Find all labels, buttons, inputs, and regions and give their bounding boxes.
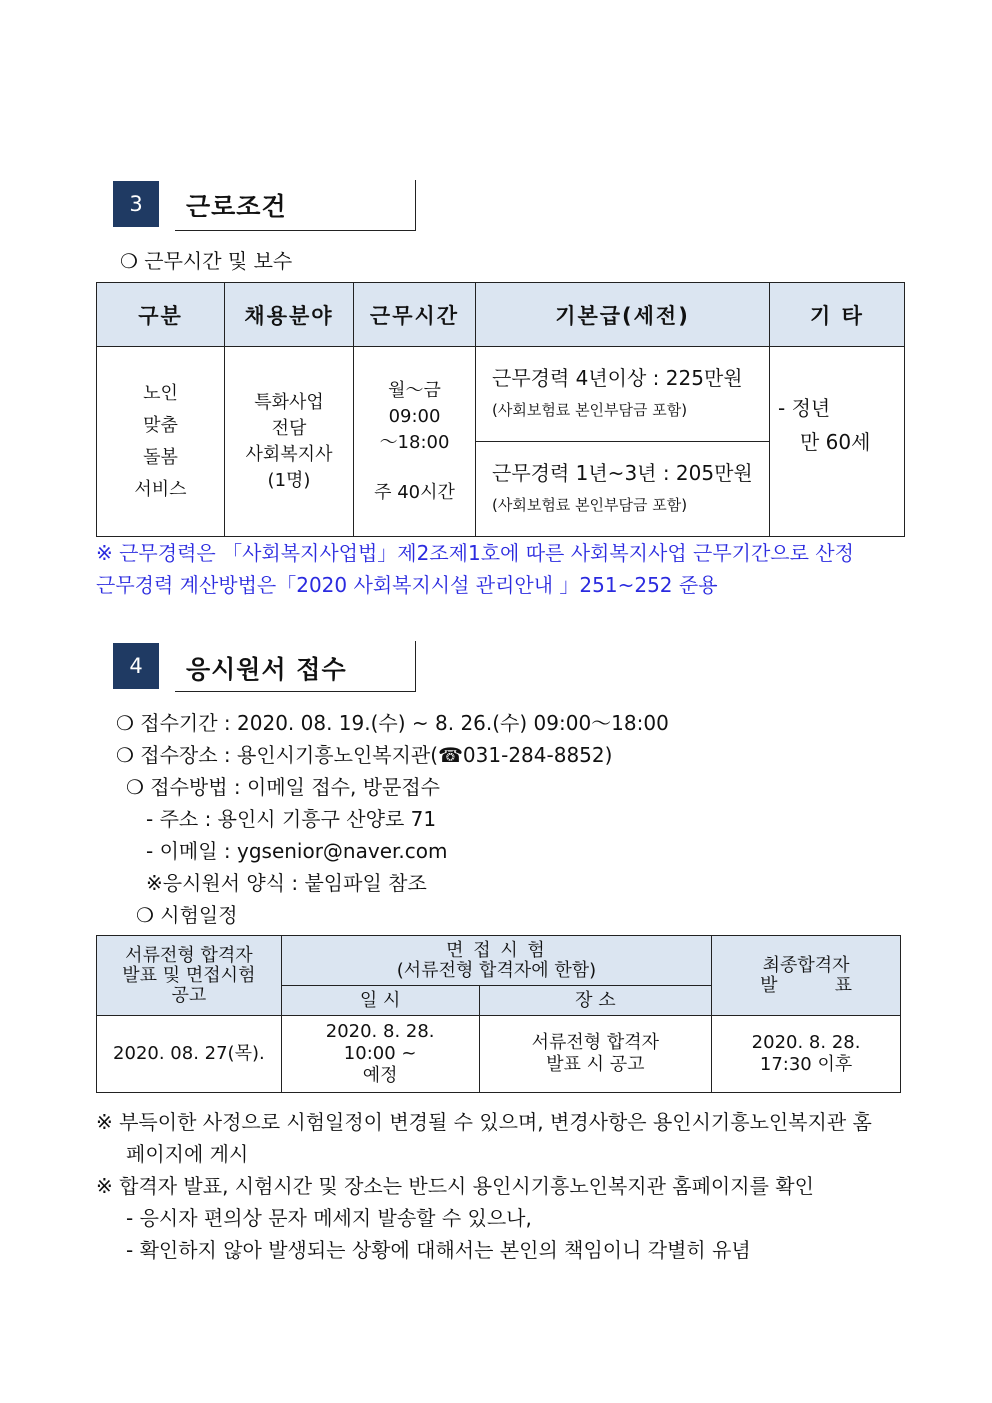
section4-number: 4	[113, 643, 159, 689]
notice-2-sub-1: - 응시자 편의상 문자 메세지 발송할 수 있으나,	[126, 1206, 532, 1230]
application-period: ❍ 접수기간 : 2020. 08. 19.(수) ~ 8. 26.(수) 09:00～18:00	[116, 711, 669, 735]
application-email: - 이메일 : ygsenior@naver.com	[146, 839, 448, 863]
application-place: ❍ 접수장소 : 용인시기흥노인복지관(☎031-284-8852)	[116, 743, 613, 767]
header-interview-date: 일 시	[281, 986, 479, 1016]
notice-1-cont: 페이지에 게시	[126, 1142, 249, 1166]
notice-2: ※ 합격자 발표, 시험시간 및 장소는 반드시 용인시기흥노인복지관 홈페이지를 확인	[96, 1174, 814, 1198]
section3-number: 3	[113, 181, 159, 227]
header-interview-place: 장 소	[479, 986, 712, 1016]
working-conditions-table	[96, 282, 905, 537]
section4-title: 응시원서 접수	[186, 655, 347, 684]
notice-2-sub-2: - 확인하지 않아 발생되는 상황에 대해서는 본인의 책임이니 각별히 유념	[126, 1238, 751, 1262]
header-announcement: 서류전형 합격자 발표 및 면접시험 공고	[97, 936, 282, 1016]
section3-subheading: ❍ 근무시간 및 보수	[120, 249, 293, 273]
header-etc: 기 타	[770, 283, 905, 347]
cell-hours: 월～금 09:00 ～18:00 주 40시간	[354, 347, 476, 537]
exam-schedule-heading: ❍ 시험일정	[136, 903, 238, 927]
cell-final-result: 2020. 8. 28. 17:30 이후	[712, 1016, 901, 1093]
cell-etc: - 정년 만 60세	[770, 347, 905, 537]
section3-note-2: 근무경력 계산방법은「2020 사회복지시설 관리안내 」251~252 준용	[96, 573, 718, 597]
header-category: 구분	[97, 283, 225, 347]
cell-interview-place: 서류전형 합격자 발표 시 공고	[479, 1016, 712, 1093]
header-hours: 근무시간	[354, 283, 476, 347]
application-address: - 주소 : 용인시 기흥구 산양로 71	[146, 807, 437, 831]
cell-announcement-date: 2020. 08. 27(목).	[97, 1016, 282, 1093]
cell-field: 특화사업 전담 사회복지사 (1명)	[225, 347, 354, 537]
header-field: 채용분야	[225, 283, 354, 347]
section3-title: 근로조건	[186, 192, 287, 221]
application-form-note: ※응시원서 양식 : 붙임파일 참조	[146, 871, 427, 895]
exam-schedule-table	[96, 935, 901, 1093]
application-method: ❍ 접수방법 : 이메일 접수, 방문접수	[126, 775, 440, 799]
cell-interview-date: 2020. 8. 28. 10:00 ~ 예정	[281, 1016, 479, 1093]
cell-pay-4years: 근무경력 4년이상 : 225만원 (사회보험료 본인부담금 포함)	[476, 347, 770, 442]
header-interview: 면 접 시 험 (서류전형 합격자에 한함)	[281, 936, 711, 986]
notice-1: ※ 부득이한 사정으로 시험일정이 변경될 수 있으며, 변경사항은 용인시기흥노인복지관 홈	[96, 1110, 872, 1134]
section3-note-1: ※ 근무경력은 「사회복지사업법」제2조제1호에 따른 사회복지사업 근무기간으로 산정	[96, 541, 854, 565]
header-final-result: 최종합격자 발 표	[712, 936, 901, 1016]
cell-category: 노인 맞춤 돌봄 서비스	[97, 347, 225, 537]
cell-pay-1to3years: 근무경력 1년~3년 : 205만원 (사회보험료 본인부담금 포함)	[476, 442, 770, 537]
header-pay: 기본급(세전)	[476, 283, 770, 347]
